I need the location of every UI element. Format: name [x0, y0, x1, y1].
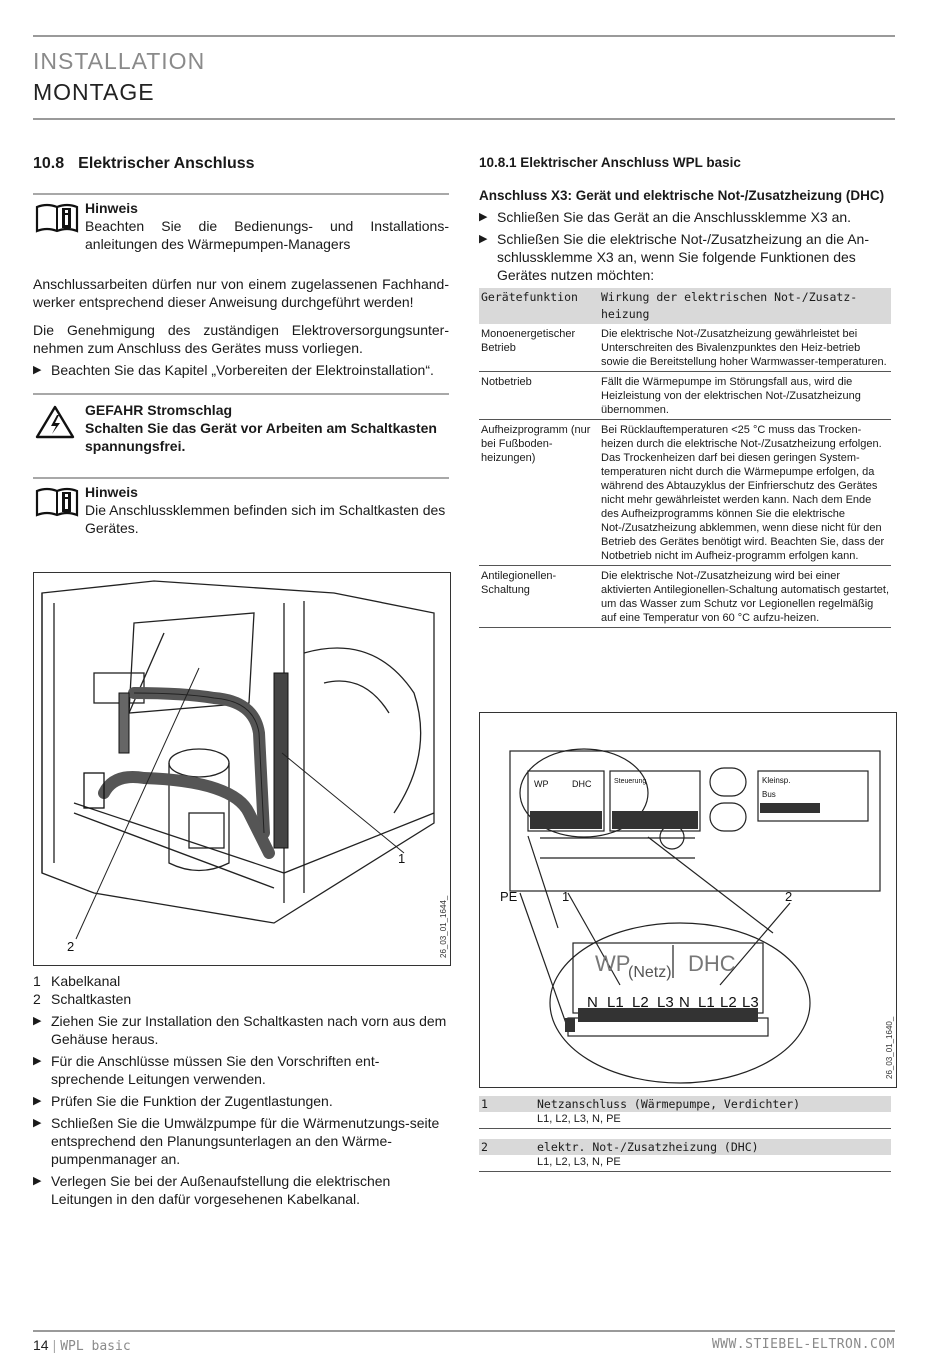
legend-item: 2 Schaltkasten	[33, 991, 132, 1007]
note-text: Beachten Sie die Bedienungs- und Installations-anleitungen des Wärmepumpen-Managers	[85, 218, 449, 252]
warning-text: Schalten Sie das Gerät vor Arbeiten am Schaltkasten spannungsfrei.	[85, 420, 437, 454]
bullet-item: ▶ Verlegen Sie bei der Außenaufstellung die elektrischen Leitungen in den dafür vorgesehenen Kabelkanal.	[33, 1172, 449, 1208]
function-table	[479, 288, 891, 628]
note-text: Die Anschlussklemmen befinden sich im Schaltkasten des Gerätes.	[85, 502, 446, 536]
terminal-label: L1	[698, 994, 715, 1011]
figure-code: 26_03_01_1640_	[885, 1016, 894, 1079]
table-cell-function: Notbetrieb	[479, 372, 599, 420]
bullet-item: ▶ Für die Anschlüsse müssen Sie den Vorschriften ent-sprechende Leitungen verwenden.	[33, 1052, 449, 1088]
section-title: Elektrischer Anschluss	[78, 155, 255, 172]
label-kleinsp: Kleinsp.	[762, 776, 791, 785]
callout-1: 1	[398, 851, 406, 866]
terminal-label: L3	[742, 994, 759, 1011]
legend-label: Netzanschluss (Wärmepumpe, Verdichter)	[535, 1096, 891, 1112]
legend-row	[479, 1139, 891, 1155]
label-steuerung: Steuerung	[614, 778, 647, 785]
label-netz: (Netz)	[628, 964, 672, 981]
note-title: Hinweis	[85, 200, 138, 216]
legend-table	[479, 1096, 891, 1172]
right-column	[479, 155, 891, 628]
note-title: Hinweis	[85, 484, 138, 500]
legend-label: elektr. Not-/Zusatzheizung (DHC)	[535, 1139, 891, 1155]
table-header	[479, 288, 891, 324]
table-cell-effect: Bei Rücklauftemperaturen <25 °C muss das Trocken-heizen durch die elektrische Not-/Zusatzheizung erfolgen. Das Trockenheizen darf bei diesen geringen System-temperaturen nicht durch die Wärmepumpe erfolgen, da während des Abtauzyklus der Einfrierschutz des Gerätes nicht mehr gewährleistet werden kann. Nach dem Ende des Aufheizprogramms können Sie die elektrische Not-/Zusatzheizung abklemmen, wenn diese nicht für den Betrieb des Gerätes benötigt wird. Beachten Sie, dass der Notbetrieb nicht im Aufheiz-programm erfolgen kann.	[599, 420, 891, 566]
footer-doc-name: WPL basic	[60, 1339, 131, 1354]
top-rule	[33, 35, 895, 37]
bullet-item: ▶ Schließen Sie die elektrische Not-/Zusatzheizung an die An-schlussklemme X3 an, wenn Sie folgende Funktionen des Gerätes nutzen möchten:	[479, 230, 891, 284]
terminal-drawing	[480, 713, 896, 1087]
bullet-item: ▶ Beachten Sie das Kapitel „Vorbereiten der Elektroinstallation“.	[33, 361, 449, 379]
terminal-label: L3	[657, 994, 674, 1011]
legend-num: 1	[479, 1096, 535, 1112]
header-installation: INSTALLATION	[33, 48, 206, 74]
note-box	[33, 193, 449, 253]
book-info-icon	[35, 201, 79, 235]
legend-subrow	[479, 1155, 891, 1172]
table-row	[479, 372, 891, 420]
footer	[33, 1337, 895, 1354]
footer-separator: |	[52, 1337, 57, 1353]
label-wp-small: WP	[534, 779, 549, 789]
table-row	[479, 566, 891, 628]
table-cell-function: Aufheizprogramm (nur bei Fußboden-heizungen)	[479, 420, 599, 566]
callout-2: 2	[67, 939, 75, 954]
callout-1: 1	[562, 889, 570, 904]
book-info-icon	[35, 485, 79, 519]
header-montage: MONTAGE	[33, 79, 155, 105]
table-cell-function: Monoenergetischer Betrieb	[479, 324, 599, 372]
callout-2: 2	[785, 889, 793, 904]
footer-rule	[33, 1330, 895, 1332]
bullet-item: ▶ Ziehen Sie zur Installation den Schaltkasten nach vorn aus dem Gehäuse heraus.	[33, 1012, 449, 1048]
right-legend	[479, 1096, 891, 1172]
warning-box	[33, 393, 449, 455]
legend-num: 2	[479, 1139, 535, 1155]
figure-heat-pump-interior	[33, 572, 451, 966]
electric-hazard-icon	[35, 405, 75, 439]
connection-heading: Anschluss X3: Gerät und elektrische Not-/Zusatzheizung (DHC)	[479, 188, 885, 203]
legend-item: 1 Kabelkanal	[33, 973, 121, 989]
bullet-item: ▶ Schließen Sie das Gerät an die Anschlussklemme X3 an.	[479, 208, 891, 226]
bullet-item: ▶ Schließen Sie die Umwälzpumpe für die Wärmenutzungs-seite entsprechend den Planungsunterlagen an den Wärme-pumpenmanager an.	[33, 1114, 449, 1168]
label-dhc: DHC	[688, 951, 736, 976]
table-row	[479, 324, 891, 372]
paragraph: Die Genehmigung des zuständigen Elektroversorgungsunter-nehmen zum Anschluss des Gerätes muss vorliegen.	[33, 322, 449, 356]
footer-url: WWW.STIEBEL-ELTRON.COM	[711, 1337, 895, 1352]
terminal-label: N	[679, 994, 690, 1011]
label-pe: PE	[500, 889, 518, 904]
label-bus: Bus	[762, 790, 776, 799]
header-rule	[33, 118, 895, 120]
legend-sub: L1, L2, L3, N, PE	[535, 1112, 891, 1129]
warning-title: GEFAHR Stromschlag	[85, 402, 233, 418]
table-header-function: Gerätefunktion	[479, 288, 599, 324]
terminal-label: L1	[607, 994, 624, 1011]
table-cell-effect: Die elektrische Not-/Zusatzheizung gewährleistet bei Unterschreiten des Bivalenzpunktes den Heiz-betrieb sowie die Bereitstellung hoher Warmwasser-temperaturen.	[599, 324, 891, 372]
terminal-label: N	[587, 994, 598, 1011]
left-lower	[33, 972, 449, 1212]
table-row	[479, 420, 891, 566]
legend-sub: L1, L2, L3, N, PE	[535, 1155, 891, 1172]
legend-row	[479, 1096, 891, 1112]
section-number: 10.8	[33, 155, 65, 172]
subsection-heading: 10.8.1 Elektrischer Anschluss WPL basic	[479, 155, 741, 170]
terminal-label: L2	[632, 994, 649, 1011]
section-heading	[33, 155, 449, 173]
table-header-effect: Wirkung der elektrischen Not-/Zusatz-heizung	[599, 288, 891, 324]
terminal-label: L2	[720, 994, 737, 1011]
label-wp: WP	[595, 951, 631, 976]
table-cell-effect: Die elektrische Not-/Zusatzheizung wird bei einer aktivierten Antilegionellen-Schaltung automatisch gestartet, um das Wasser zum Schutz vor Legionellen regelmäßig auf eine Temperatur von 60 °C aufzu-heizen.	[599, 566, 891, 628]
bullet-item: ▶ Prüfen Sie die Funktion der Zugentlastungen.	[33, 1092, 449, 1110]
note-box	[33, 477, 449, 537]
paragraph: Anschlussarbeiten dürfen nur von einem zugelassenen Fachhand-werker entsprechend dieser Anweisung durchgeführt werden!	[33, 276, 449, 310]
left-column	[33, 155, 449, 559]
label-dhc-small: DHC	[572, 779, 592, 789]
table-cell-effect: Fällt die Wärmepumpe im Störungsfall aus, wird die Heizleistung von der elektrischen Not-/Zusatzheizung übernommen.	[599, 372, 891, 420]
table-cell-function: Antilegionellen-Schaltung	[479, 566, 599, 628]
figure-code: 26_03_01_1644_	[439, 895, 448, 958]
heat-pump-drawing	[34, 573, 450, 965]
legend-subrow	[479, 1112, 891, 1129]
figure-terminal-x3	[479, 712, 897, 1088]
page-number: 14	[33, 1337, 49, 1353]
